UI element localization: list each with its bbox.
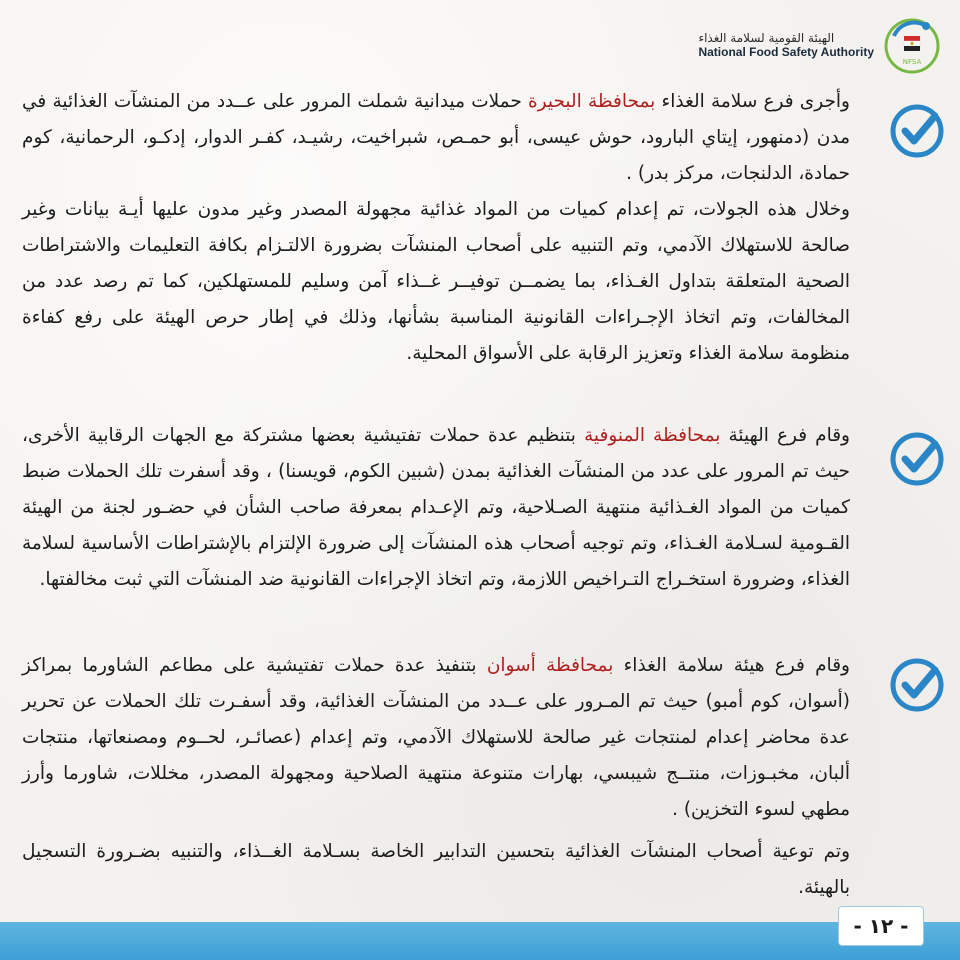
text-run: وقام فرع هيئة سلامة الغذاء <box>613 655 850 676</box>
text-run: حملات ميدانية شملت المرور على عــدد من المنشآت الغذائية في مدن (دمنهور، إيتاي البارود، حوش عيسى، أبو حمـص، شبراخيت، رشيـد، كفـر الدوار، إدكـو، الرحمانية، كوم حمادة، الدلنجات، مركز بدر) . <box>22 91 850 184</box>
page-number: - ١٢ - <box>838 906 924 946</box>
nfsa-emblem-icon <box>882 16 942 76</box>
logo-text-block <box>698 32 874 60</box>
text-run: وقام فرع الهيئة <box>720 425 850 446</box>
text-run: وأجرى فرع سلامة الغذاء <box>655 91 850 112</box>
text-run: وتم توعية أصحاب المنشآت الغذائية بتحسين التدابير الخاصة بسـلامة الغــذاء، والتنبيه بضـرورة التسجيل بالهيئة. <box>22 841 850 898</box>
header-logo <box>698 14 942 78</box>
emblem-label: NFSA <box>902 58 922 66</box>
governorate-highlight: بمحافظة البحيرة <box>527 91 656 112</box>
logo-arabic-name: الهيئة القومية لسلامة الغذاء <box>698 31 835 46</box>
check-mark-icon <box>888 102 946 160</box>
logo-english-name: National Food Safety Authority <box>698 45 874 59</box>
text-run: بتنظيم عدة حملات تفتيشية بعضها مشتركة مع الجهات الرقابية الأخرى، حيث تم المرور على عدد من المنشآت الغذائية بمدن (شبين الكوم، قويسنا) ، وقد أسفرت تلك الحملات ضبط كميات من المواد الغـذائية منتهية الصـلاحية، وتم الإعـدام بمعرفة صاحب الشأن في حضـور لجنة من الهيئة القـومية لسـلامة الغـذاء، وتم توجيه أصحاب هذه المنشآت إلى ضرورة الإلتزام بالإشتراطات الأساسية لسلامة الغذاء، وضرورة استخـراج التـراخيص اللازمة، وتم اتخاذ الإجراءات القانونية ضد المنشآت التي ثبت مخالفتها. <box>22 425 850 590</box>
governorate-highlight: بمحافظة المنوفية <box>584 425 721 446</box>
section-3-paragraph-1 <box>22 648 850 828</box>
section-1-paragraph-1 <box>22 84 850 192</box>
section-1-paragraph-2 <box>22 192 850 372</box>
check-mark-icon <box>888 656 946 714</box>
footer-band <box>0 922 960 960</box>
governorate-highlight: بمحافظة أسوان <box>486 655 614 676</box>
section-3-paragraph-2 <box>22 834 850 906</box>
check-mark-icon <box>888 430 946 488</box>
text-run: وخلال هذه الجولات، تم إعدام كميات من المواد غذائية مجهولة المصدر وغير مدون عليها أيـة بيانات وغير صالحة للاستهلاك الآدمي، وتم التنبيه على أصحاب المنشآت بضرورة الالتـزام بكافة التعليمات والاشتراطات الصحية المتعلقة بتداول الغـذاء، بما يضمــن توفيــر غــذاء آمن وسليم للمستهلكين، كما تم رصد عدد من المخالفات، وتم اتخاذ الإجـراءات القانونية المناسبة بشأنها، وذلك في إطار حرص الهيئة على رفع كفاءة منظومة سلامة الغذاء وتعزيز الرقابة على الأسواق المحلية. <box>22 199 850 364</box>
text-run: بتنفيذ عدة حملات تفتيشية على مطاعم الشاورما بمراكز (أسوان، كوم أمبو) حيث تم المـرور على عــدد من المنشآت الغذائية، وقد أسفـرت تلك الحملات عن تحرير عدة محاضر إعدام لمنتجات غير صالحة للاستهلاك الآدمي، وتم إعدام (عصائـر، لحــوم ومصنعاتها، منتجات ألبان، مخبـوزات، منتــج شيبسي، بهارات متنوعة منتهية الصلاحية ومجهولة المصدر، مخللات، شاورما وأرز مطهي لسوء التخزين) . <box>22 655 850 820</box>
section-2-paragraph-1 <box>22 418 850 598</box>
